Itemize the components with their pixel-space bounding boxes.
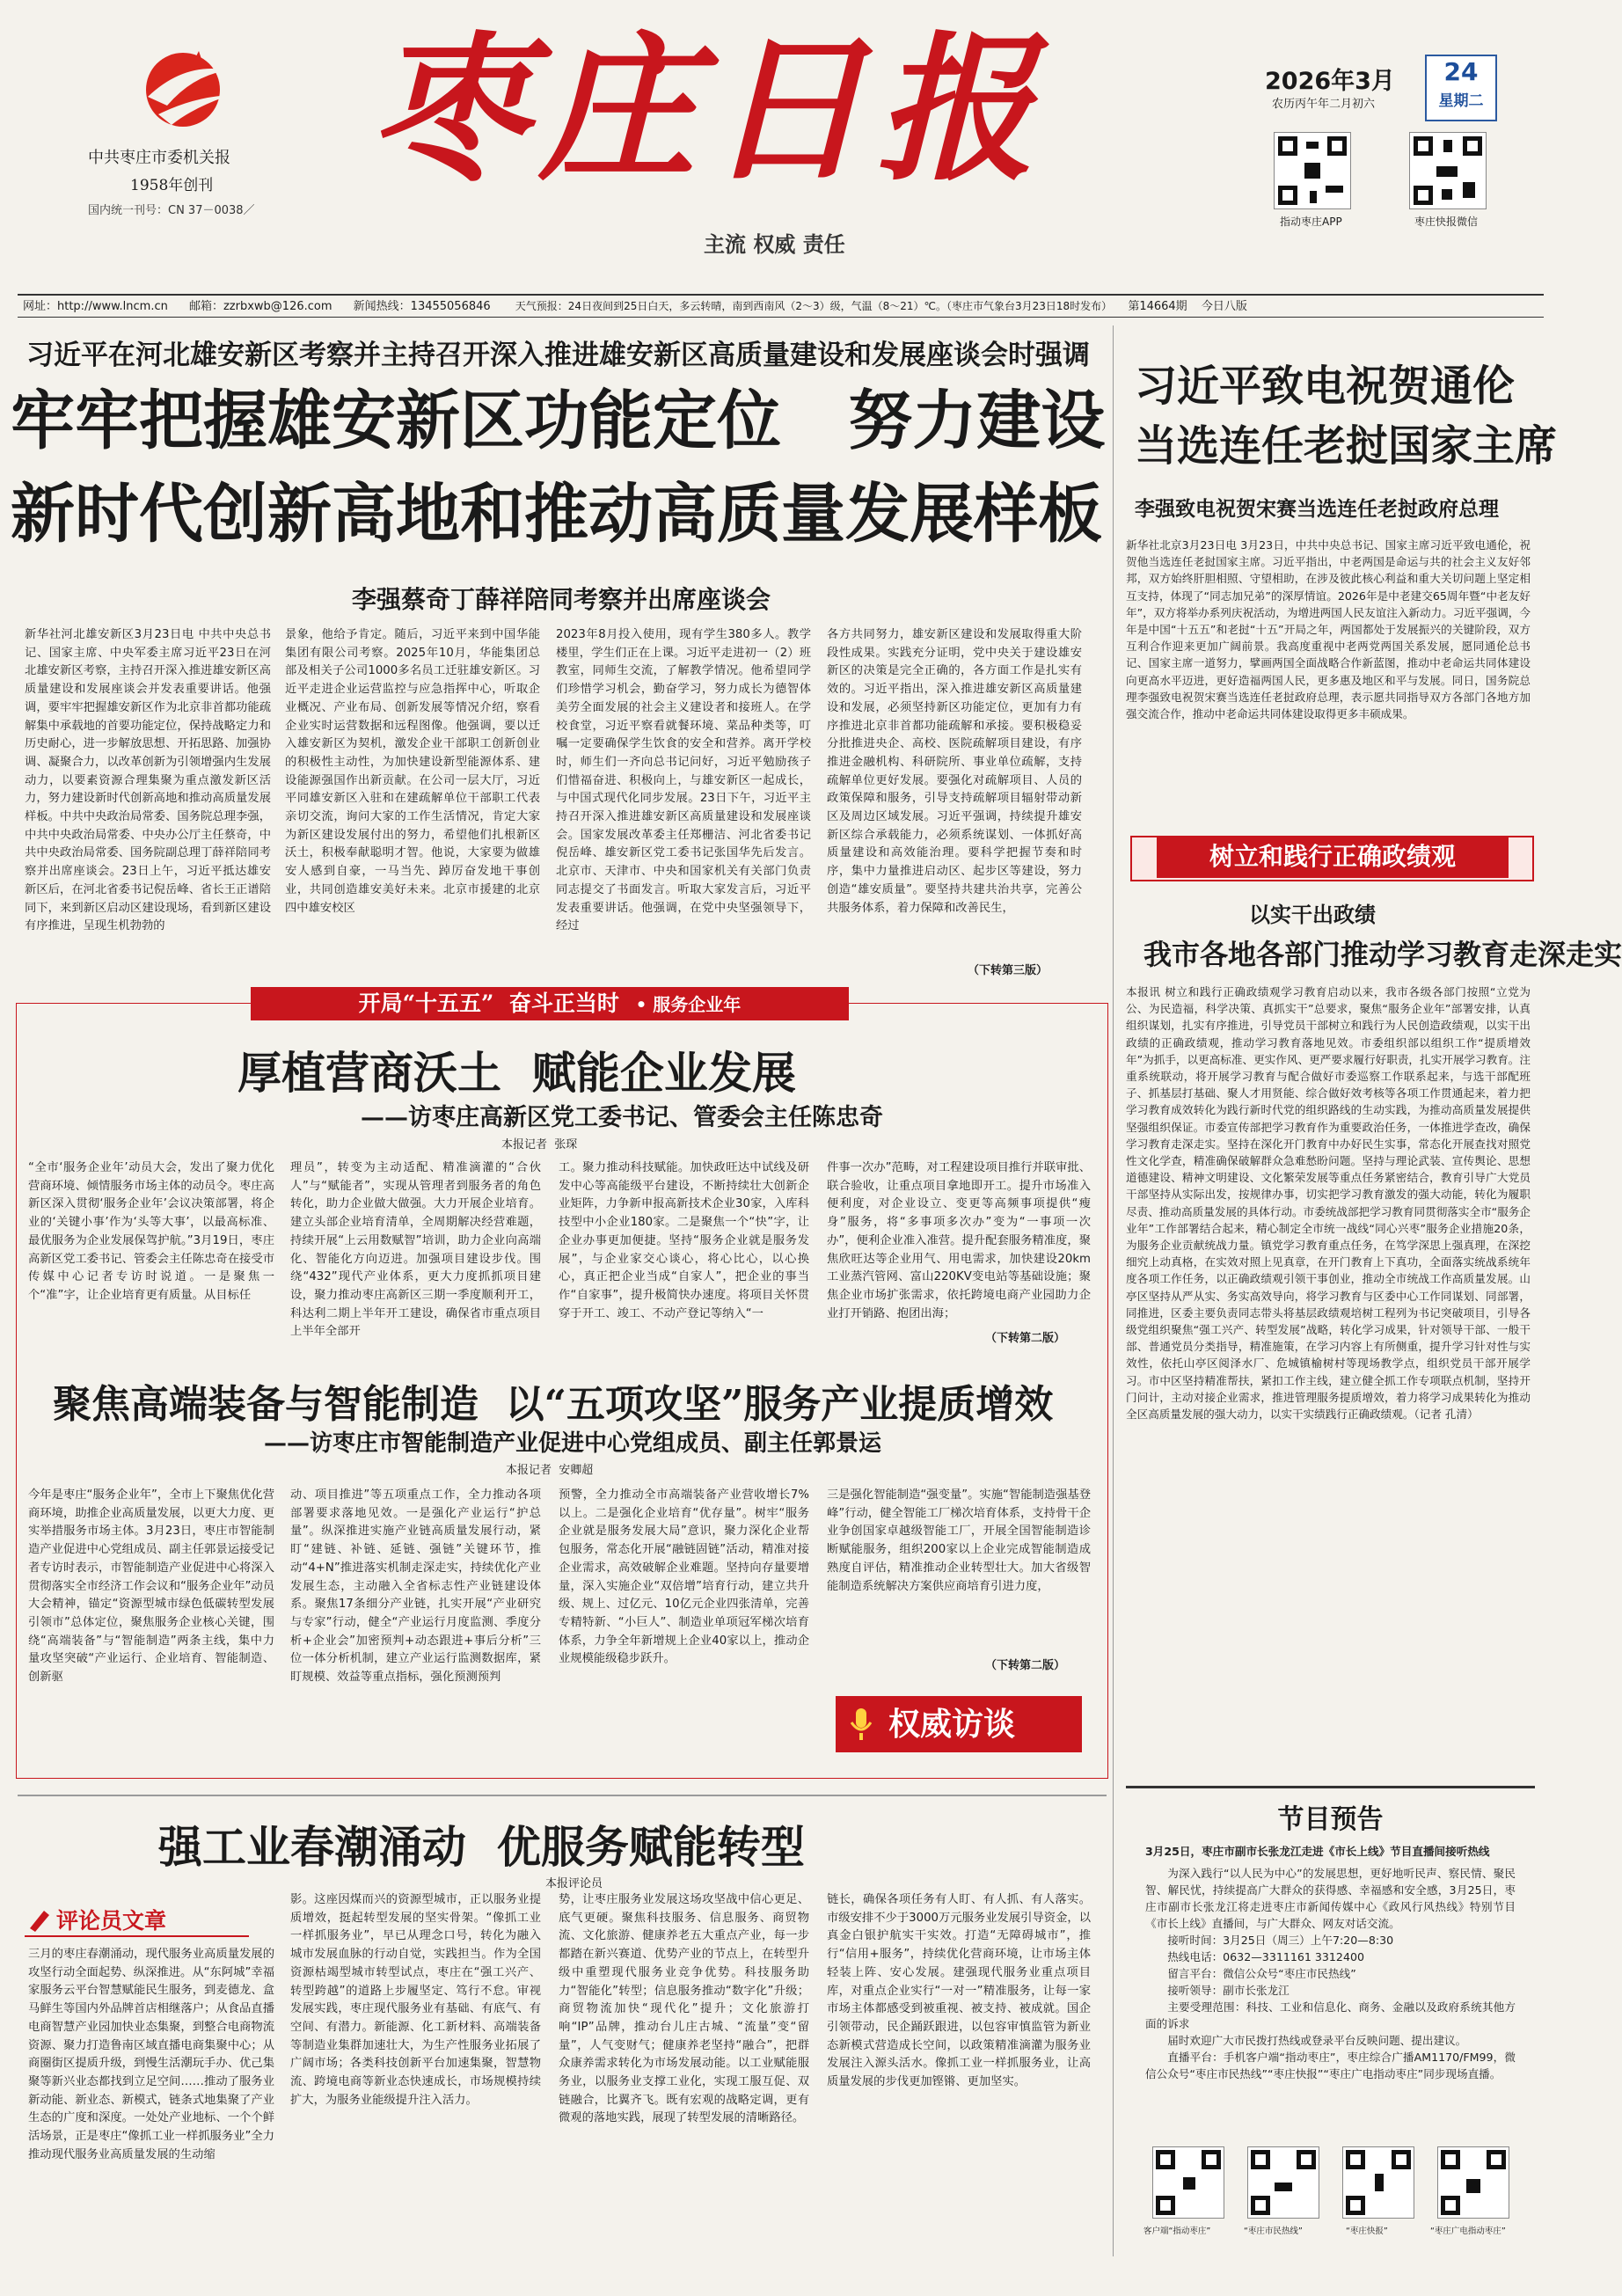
qr-code-3[interactable] (1342, 2146, 1414, 2219)
policy-kicker: 以实干出政绩 (1249, 902, 1376, 927)
a2-col-4: 三是强化智能制造“强变量”。实施“智能制造强基登峰”行动，健全智能工厂梯次培育体系，支持骨干企业争创国家卓越级智能工厂，开展全国智能制造诊断赋能服务，组织200家以上企业完成智能制造成熟度自评估，精准推动企业转型壮大。加大省级智能制造系统解决方案供应商培育引进力度， (827, 1488, 1091, 1593)
date-box (1425, 55, 1497, 121)
right-body: 新华社北京3月23日电 3月23日，中共中央总书记、国家主席习近平致电通伦，祝贺他当选连任老挝国家主席。习近平指出，中老两国是命运与共的社会主义友好邻邦，双方始终肝胆相照、守望相助，在涉及彼此核心利益和重大关切问题上坚定相互支持，体现了“同志加兄弟”的深厚情谊。2026年是中老建交65周年暨“中老友好年”，双方将举办系列庆祝活动，为增进两国人民友谊注入新动力。习近平强调，今年是中国“十五五”和老挝“十五”开局之年，两国都处于发展振兴的关键阶段，双方互利合作迎来更加广阔前景。我高度重视中老两党两国关系发展，愿同通伦总书记、国家主席一道努力，擘画两国全面战略合作新蓝图，推动中老命运共同体建设向更高水平迈进，更好造福两国人民，更多惠及地区和平与发展。同日，国务院总理李强致电祝贺宋赛当选连任老挝政府总理，表示愿共同指导双方各部门各地方加强交流合作，推动中老命运共同体建设取得更多丰硕成果。 (1126, 538, 1531, 721)
program-line-5: 主要受理范围：科技、工业和信息化、商务、金融以及政府系统其他方面的诉求 (1145, 2000, 1516, 2030)
pen-icon (26, 1907, 53, 1932)
weekday: 星期二 (1438, 92, 1484, 110)
program-lead: 3月25日，枣庄市副市长张龙江走进《市长上线》节目直播间接听热线 (1145, 1845, 1490, 1858)
lead-kicker: 习近平在河北雄安新区考察并主持召开深入推进雄安新区高质量建设和发展座谈会时强调 (26, 340, 1090, 371)
right-headline-2: 当选连任老挝国家主席 (1135, 421, 1558, 471)
program-line-6: 届时欢迎广大市民拨打热线或登录平台反映问题、提出建议。 (1167, 2034, 1467, 2047)
lead-col-4: 各方共同努力，雄安新区建设和发展取得重大阶段性成果。实践充分证明，党中央关于建设雄安新区的决策是完全正确的，各方面工作是扎实有效的。习近平指出，深入推进雄安新区高质量建设和发展，必须坚持新区功能定位，更加有力有序推进北京非首都功能疏解和承接。要积极稳妥分批推进央企、高校、医院疏解项目建设，有序推进金融机构、科研院所、事业单位疏解，支持疏解单位更好发展。要强化对疏解项目、人员的政策保障和服务，引导支持疏解项目辐射带动新区及周边区域发展。习近平强调，持续提升雄安新区综合承载能力，必须系统谋划、一体抓好高质量建设和高效能治理。要科学把握节奏和时序，集中力量推进启动区、起步区等建设，努力创造“雄安质量”。要坚持共建共治共享，完善公共服务体系，着力保障和改善民生， (827, 628, 1082, 915)
badge-text: 权威访谈 (888, 1706, 1016, 1743)
qr-label-wechat: 枣庄快报微信 (1414, 216, 1479, 228)
program-line-2[interactable]: 热线电话：0632—3311161 3312400 (1167, 1950, 1364, 1963)
authority-interview-badge (836, 1696, 1082, 1752)
program-line-7: 直播平台：手机客户端“指动枣庄”，枣庄综合广播AM1170/FM99，微信公众号“枣庄市民热线”“枣庄快报”“枣庄广电指动枣庄”同步现场直播。 (1145, 2051, 1516, 2080)
a1-col-3: 工。聚力推动科技赋能。加快政旺达中试线及研发中心等高能级平台建设，不断持续壮大创新企业矩阵，力争新申报高新技术企业30家，入库科技型中小企业180家。二是聚焦一个“快”字，让企业办事更加便捷。坚持“服务企业就是服务发展”，与企业家交心谈心，将心比心，以心换心，真正把企业当成“自家人”，把企业的事当作“自家事”，提升极简快办速度。将项目关怀贯穿于开工、竣工、不动产登记等纳入“一 (559, 1161, 809, 1320)
masthead-title: 枣庄日报 (369, 17, 1046, 202)
lunar-date: 农历丙午年二月初六 (1272, 98, 1376, 111)
a2-col-3: 预警，全力推动全市高端装备产业营收增长7%以上。二是强化企业培育“优存量”。树牢“服务企业就是服务发展大局”意识，聚力深化企业帮包服务，常态化开展“融链固链”活动，精准对接企业需求，高效破解企业难题。坚持向存量要增量，深入实施企业“双倍增”培育行动，建立共升级、规上、过亿元、10亿元企业四张清单，完善专精特新、“小巨人”、制造业单项冠军梯次培育体系，力争全年新增规上企业40家以上，推动企业规模能级稳步跃升。 (559, 1488, 809, 1666)
newspaper-logo-icon (132, 44, 237, 141)
qr-label-app: 指动枣庄APP (1280, 216, 1342, 228)
email[interactable]: 邮箱：zzrbxwb@126.com (188, 300, 332, 313)
a2-col-2: 动、项目推进”等五项重点工作，全力推动各项部署要求落地见效。一是强化产业运行“护总量”。纵深推进实施产业链高质量发展行动，紧盯“建链、补链、延链、强链”关键环节，推动“4+N”推进落实机制走深走实，持续优化产业发展生态，主动融入全省标志性产业链建设体系。聚焦17条细分产业链，扎实开展“产业研究与专家”行动，健全“产业运行月度监测、季度分析+企业会”加密预判+动态跟进+事后分析”三位一体分析机制，建立产业运行监测数据库，紧盯规模、效益等重点指标，强化预测预判 (290, 1488, 541, 1685)
right-subhead: 李强致电祝贺宋赛当选连任老挝政府总理 (1135, 497, 1499, 521)
info-bar (18, 294, 1544, 318)
program-line-3: 留言平台：微信公众号“枣庄市民热线” (1167, 1967, 1356, 1980)
interview-banner-tag: • 服务企业年 (635, 994, 742, 1015)
commentary-col-3: 势，让枣庄服务业发展这场攻坚战中信心更足、底气更硬。聚焦科技服务、信息服务、商贸物流、文化旅游、健康养老五大重点产业，每一步都踏在新兴赛道、优势产业的节点上，在转型升级中重塑现代服务业竞争优势。科技服务助力“智能化”转型；信息服务推动“数字化”升级；商贸物流加快“现代化”提升；文化旅游打响“IP”品牌，推动台儿庄古城、“流量”变“留量”，人气变财气；健康养老坚持“融合”，把群众康养需求转化为市场发展动能。以工业赋能服务业，以服务业支撑工业化，实现工服互促、双链融合，比翼齐飞。既有宏观的战略定调，更有微观的落地实践，展现了转型发展的清晰路径。 (559, 1893, 809, 2125)
commentary-byline: 本报评论员 (545, 1877, 603, 1890)
lead-headline-2: 新时代创新高地和推动高质量发展样板 (11, 476, 1102, 552)
qr-label-2: “枣庄市民热线” (1244, 2227, 1303, 2236)
page-count: 今日八版 (1201, 300, 1247, 313)
commentary-headline: 强工业春潮涌动 优服务赋能转型 (158, 1821, 805, 1873)
issn: 国内统一刊号：CN 37－0038／ (88, 204, 255, 217)
program-title: 节目预告 (1277, 1804, 1384, 1835)
issue-date: 2026年3月 (1265, 68, 1395, 95)
qr-label-3: “枣庄快报” (1346, 2227, 1388, 2236)
policy-body: 本报讯 树立和践行正确政绩观学习教育启动以来，我市各级各部门按照“立党为公、为民造福，科学决策、真抓实干”总要求，聚焦“服务企业年”部署安排，认真组织谋划，扎实有序推进，引导党员干部树立和践行为人民创造政绩观，以实干出政绩的正确政绩观，推动学习教育落地见效。市委组织部以组织工作“提质增效年”为抓手，以更高标准、更实作风、更严要求履行好职责，扎实开展学习教育。注重系统联动，将开展学习教育与配合做好市委巡察工作联系起来，与选干部配班子、抓基层打基础、聚人才用贤能、综合做好效考核等各项工作贯通起来，着力把学习教育成效转化为践行新时代党的组织路线的生动实践，为推动高质量发展提供坚强组织保证。市委宣传部把学习教育作为重要政治任务，一体推进学查改，确保学习教育走深走实。坚持在深化开门教育中办好民生实事，常态化开展查找对照党性文化学查，精准确保破解群众急难愁盼问题。坚持与理论武装、宣传舆论、思想道德建设、精神文明建设、文化繁荣发展等重点任务紧密结合，教育引导广大党员干部坚持从实际出发，按规律办事，切实把学习教育激发的强大动能，转化为履职尽责、推动高质量发展的具体行动。市委统战部把学习教育同贯彻落实全市“服务企业年”工作部署结合起来，精心制定全市统一战线“同心兴枣”服务企业措施20条，为服务企业贡献统战力量。镇党学习教育重点任务，在笃学深思上强真理，在深挖细究上动真格，在实效对照上见真章，在开门教育上下真功，全面落实统战系统年度各项工作任务，以正确政绩观引领干事创业，推动全市统战工作高质量发展。山亭区坚持从严从实、务实高效导向，将学习教育与区委中心工作同谋划、同部署，同推进，区委主要负责同志带头将基层政绩观培树工程列为书记突破项目，引导各级党组织聚焦“强工兴产、转型发展”战略，转化学习成果，针对领导干部、一般干部、普通党员分类指导，精准施策，在学习内容上有所侧重，提升学习针对性与实效性，依托山亭区阅泽水厂、危城镇榆树村等现场教学点，组织党员干部开展学习。市中区坚持精准帮扶，紧扣工作主线，建立健全抓工作专项联点机制，坚持开门问计，主动对接企业需求，推进管理服务提质增效，着力将学习成果转化为推动全区高质量发展的强大动力，以实干实绩践行正确政绩观。（记者 孔清） (1126, 985, 1531, 1422)
a1-col-2: 理员”，转变为主动适配、精准滴灌的“合伙人”与“赋能者”，实现从管理者到服务者的角色转化，助力企业做大做强。大力开展企业培育。建立头部企业培育清单，全周期解决经营难题，持续开展“上云用数赋智”培训，助力企业向高端化、智能化方向迈进。加强项目建设步伐。围绕“432”现代产业体系，更大力度抓抓项目建设，聚力推动枣庄高新区三期一季度顺利开工，科达利二期上半年开工建设，确保省市重点项目上半年全部开 (290, 1161, 541, 1339)
lead-continued[interactable]: （下转第三版） (968, 964, 1048, 977)
qr-code-app[interactable] (1274, 132, 1351, 209)
lead-headline-1: 牢牢把握雄安新区功能定位 努力建设 (11, 383, 1106, 458)
policy-banner-box (1130, 836, 1534, 881)
a1-col-1: “全市‘服务企业年’动员大会，发出了聚力优化营商环境、倾情服务市场主体的动员令。枣庄高新区深入贯彻‘服务企业年’会议决策部署，将企业的‘关键小事’作为‘头等大事’，以最高标准、最优服务为企业发展保驾护航。”3月19日，枣庄高新区党工委书记、管委会主任陈忠奇在接受市传媒中心记者专访时说道。一是聚焦一个“准”字，让企业培育更有质量。从目标任 (28, 1161, 274, 1302)
hotline: 新闻热线：13455056846 (353, 300, 491, 313)
right-headline-1: 习近平致电祝贺通伦 (1135, 362, 1516, 411)
a2-continued[interactable]: （下转第二版） (985, 1659, 1066, 1672)
qr-code-1[interactable] (1152, 2146, 1224, 2219)
interview-banner (251, 987, 849, 1020)
a2-byline: 本报记者 安卿超 (506, 1464, 594, 1477)
microphone-icon (848, 1707, 874, 1742)
policy-headline: 我市各地各部门推动学习教育走深走实 (1143, 938, 1622, 971)
a2-headline: 聚焦高端装备与智能制造 以“五项攻坚”服务产业提质增效 (53, 1382, 1054, 1427)
a1-headline: 厚植营商沃土 赋能企业发展 (237, 1047, 796, 1099)
a1-col-4: 件事一次办”范畴，对工程建设项目推行并联审批、联合验收，让重点项目拿地即开工。提升市场准入便利度，对企业设立、变更等高频事项提供“瘦身”服务，将“多事项多次办”变为“一事项一次办”，便利企业准入准营。提升配套服务精准度，聚焦欣旺达等企业用气、用电需求，加快建设20km工业蒸汽管网、富山220KV变电站等基础设施；聚焦企业市场扩张需求，依托跨境电商产业园助力企业打开销路、抱团出海； (827, 1161, 1091, 1320)
divider (1113, 325, 1114, 2256)
a2-col-1: 今年是枣庄“服务企业年”，全市上下聚焦优化营商环境，助推企业高质量发展，以更大力度、更实举措服务市场主体。3月23日，枣庄市智能制造产业促进中心党组成员、副主任郭景运接受记者专访时表示，市智能制造产业促进中心将深入贯彻落实全市经济工作会议和“服务企业年”动员大会精神，锚定“资源型城市绿色低碳转型发展引领市”总体定位，聚焦服务企业核心关键，围绕“高端装备”与“智能制造”两条主线，集中力量攻坚突破“产业运行、企业培育、智能制造、创新驱 (28, 1488, 274, 1685)
commentary-col-1: 三月的枣庄春潮涌动，现代服务业高质量发展的攻坚行动全面起势、纵深推进。从“东阿城”幸福家服务云平台智慧赋能民生服务，到麦德龙、盒马鲜生等国内外品牌首店相继落户；从食品直播电商智慧产业园加快业态集聚，到整合电商物流资源、聚力打造鲁南区域直播电商集聚中心；从商圈街区提质升级，到慢生活潮玩手办、优己集聚等新兴业态都找到立足空间……推动了服务业新动能、新业态、新模式，链条式地集聚了产业生态的广度和深度。一处处产业地标、一个个鲜活场景，正是枣庄“像抓工业一样抓服务业”全力推动现代服务业高质量发展的生动缩 (28, 1948, 274, 2161)
slogan: 主流 权威 责任 (704, 231, 845, 257)
program-line-4: 接听领导：副市长张龙江 (1167, 1984, 1290, 1997)
commentary-col-4: 链长，确保各项任务有人盯、有人抓、有人落实。市级安排不少于3000万元服务业发展引导资金，以真金白银护航实干实效。打造“无障碍城市”，推行“信用+服务”，持续优化营商环境，让市场主体轻装上阵、安心发展。建强现代服务业重点项目库，对重点企业实行“一对一”精准服务，让每一家市场主体都感受到被重视、被支持、被成就。国企引领带动，民企踊跃跟进，以包容审慎监管为新业态新模式营造成长空间，以政策精准滴灌为服务业发展注入源头活水。像抓工业一样抓服务业，让高质量发展的步伐更加铿锵、更加坚实。 (827, 1893, 1091, 2089)
issue-number: 第14664期 (1128, 300, 1187, 313)
a1-subhead: ——访枣庄高新区党工委书记、管委会主任陈忠奇 (361, 1104, 883, 1131)
interview-banner-text: 开局“十五五” 奋斗正当时 (358, 991, 619, 1016)
founded: 1958年创刊 (130, 177, 214, 194)
day-number: 24 (1443, 57, 1479, 86)
program-body: 为深入践行“以人民为中心”的发展思想，更好地听民声、察民情、聚民智、解民忧，持续提高广大群众的获得感、幸福感和安全感，3月25日，枣庄市副市长张龙江将走进枣庄市新闻传媒中心《政风行风热线》特别节目《市长上线》直播间，与广大群众、网友对话交流。 (1145, 1867, 1516, 1930)
lead-col-3: 2023年8月投入使用，现有学生380多人。教学楼里，学生们正在上课。习近平走进初一（2）班教室，同师生交流，了解教学情况。他希望同学们珍惜学习机会，勤奋学习，努力成长为德智体美劳全面发展的社会主义建设者和接班人。在学校食堂，习近平察看就餐环境、菜品种类等，叮嘱一定要确保学生饮食的安全和营养。离开学校时，师生们一齐向总书记问好，习近平勉励孩子们惜福奋进、积极向上，与雄安新区一起成长，与中国式现代化同步发展。23日下午，习近平主持召开深入推进雄安新区高质量建设和发展座谈会。国家发展改革委主任郑栅洁、河北省委书记倪岳峰、雄安新区党工委书记张国华先后发言。北京市、天津市、中央和国家机关有关部门负责同志提交了书面发言。听取大家发言后，习近平发表重要讲话。他强调，在党中央坚强领导下，经过 (556, 628, 811, 933)
a1-byline: 本报记者 张琛 (501, 1138, 578, 1152)
a1-continued[interactable]: （下转第二版） (985, 1332, 1066, 1345)
commentary-col-2: 影。这座因煤而兴的资源型城市，正以服务业提质增效，挺起转型发展的坚实骨架。“像抓工业一样抓服务业”，早已从理念口号，转化为融入城市发展血脉的行动自觉，实践担当。作为全国资源枯竭型城市转型试点，枣庄在“强工兴产、转型跨越”的道路上步履坚定、笃行不怠。审视发展实践，枣庄现代服务业有基础、有底气、有空间、有潜力。新能源、化工新材料、高端装备等制造业集群加速壮大，为生产性服务业拓展了广阔市场；各类科技创新平台加速集聚，智慧物流、跨境电商等新业态快速成长，市场规模持续扩大，为服务业能级提升注入活力。 (290, 1893, 541, 2107)
commentary-tag: 评论员文章 (56, 1908, 167, 1934)
qr-label-1: 客户端“指动枣庄” (1143, 2227, 1211, 2236)
qr-label-4: “枣庄广电指动枣庄” (1430, 2227, 1506, 2236)
a2-subhead: ——访枣庄市智能制造产业促进中心党组成员、副主任郭景运 (264, 1430, 882, 1457)
commentary-tag-box (25, 1904, 249, 1937)
lead-subhead: 李强蔡奇丁薛祥陪同考察并出席座谈会 (352, 585, 771, 614)
qr-code-4[interactable] (1437, 2146, 1509, 2219)
lead-col-2: 景象，他给予肯定。随后，习近平来到中国华能集团有限公司考察。2025年10月，华能集团总部及相关子公司1000多名员工迁驻雄安新区。习近平走进企业运营监控与应急指挥中心，听取企业概况、产业布局、创新发展等情况介绍，察看企业实时运营数据和远程图像。他强调，要以迁入雄安新区为契机，激发企业干部职工创新创业的积极性主动性，为加快建设新型能源体系、建设能源强国作出新贡献。在公司一层大厅，习近平同雄安新区入驻和在建疏解单位干部职工代表亲切交流，询问大家的工作生活情况，肯定大家为新区建设发展付出的努力，希望他们扎根新区沃土，积极奉献聪明才智。他说，大家要为做雄安人感到自豪，一马当先、踔厉奋发地干事创业，共同创造雄安美好未来。北京市援建的北京四中雄安校区 (285, 628, 540, 915)
website[interactable]: 网址：http://www.lncm.cn (23, 300, 168, 313)
masthead (0, 0, 1561, 290)
commentary-rule (18, 1795, 1107, 1796)
program-line-1: 接听时间：3月25日（周三）上午7:20—8:30 (1167, 1934, 1394, 1947)
policy-banner: 树立和践行正确政绩观 (1157, 836, 1509, 878)
lead-col-1: 新华社河北雄安新区3月23日电 中共中央总书记、国家主席、中央军委主席习近平23日在河北雄安新区考察，主持召开深入推进雄安新区高质量建设和发展座谈会并发表重要讲话。他强调，要牢牢把握雄安新区作为北京非首都功能疏解集中承载地的首要功能定位，保持战略定力和历史耐心，进一步解放思想、开拓思路、加强协调、凝聚合力，以改革创新为引领增强内生发展动力，以要素资源合理集聚为重点激发新区活力，努力建设新时代创新高地和推动高质量发展样板。中共中央政治局常委、国务院总理李强，中共中央政治局常委、中央办公厅主任蔡奇，中共中央政治局常委、国务院副总理丁薛祥陪同考察并出席座谈会。23日上午，习近平抵达雄安新区后，在河北省委书记倪岳峰、省长王正谱陪同下，来到新区启动区建设现场，看到新区建设有序推进，呈现生机勃勃的 (25, 628, 271, 933)
publisher: 中共枣庄市委机关报 (88, 149, 230, 167)
qr-code-2[interactable] (1247, 2146, 1319, 2219)
qr-code-wechat[interactable] (1409, 132, 1487, 209)
weather: 天气预报：24日夜间到25日白天，多云转晴，南到西南风（2～3）级，气温（8～21）℃。（枣庄市气象台3月23日18时发布） (515, 300, 1113, 312)
